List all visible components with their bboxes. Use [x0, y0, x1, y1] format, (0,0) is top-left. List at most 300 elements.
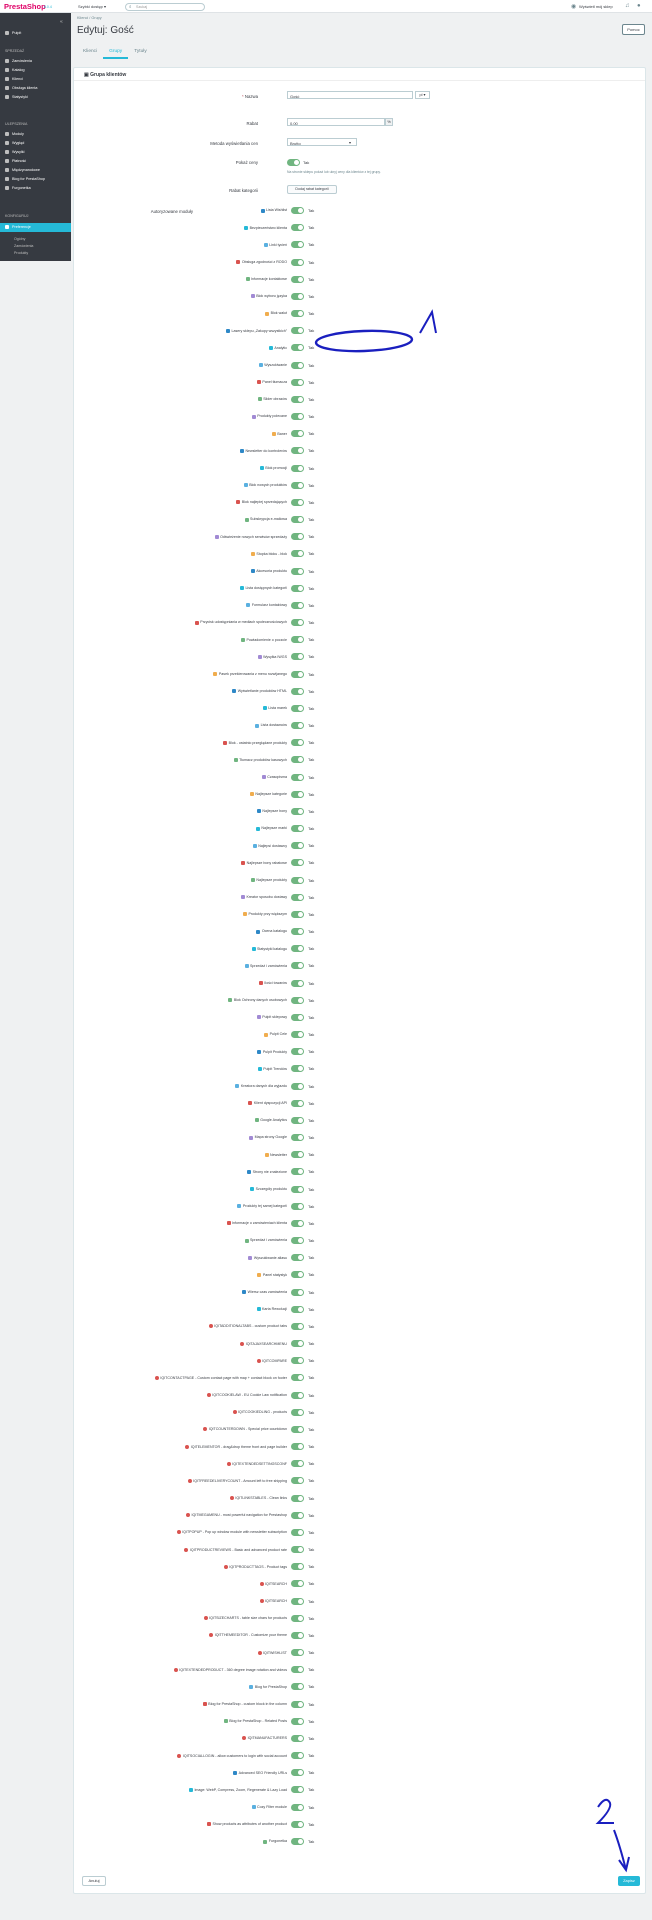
module-name — [137, 1323, 287, 1330]
module-icon — [250, 792, 254, 796]
module-toggle[interactable] — [291, 1752, 304, 1759]
customers-icon — [5, 77, 9, 81]
module-icon — [228, 998, 232, 1002]
module-label: Show products as attributes of another product — [212, 1822, 287, 1827]
module-name — [137, 1117, 287, 1124]
module-toggle[interactable] — [291, 928, 304, 935]
tab-titles[interactable]: Tytuły — [134, 49, 147, 54]
module-label: Linki tycień — [269, 242, 287, 247]
sidebar-section-configure: KONFIGURUJ — [5, 214, 29, 218]
module-label: Blok promocji — [265, 465, 287, 470]
module-name — [137, 293, 287, 300]
module-toggle[interactable] — [291, 1632, 304, 1639]
module-toggle[interactable] — [291, 945, 304, 952]
module-toggle[interactable] — [291, 774, 304, 781]
module-toggle[interactable] — [291, 1014, 304, 1021]
module-name — [137, 1168, 287, 1175]
authorized-modules-label: Autoryzowane moduły — [150, 209, 193, 214]
sidebar-item-stats[interactable]: Statystyki — [5, 95, 67, 99]
module-toggle[interactable] — [291, 379, 304, 386]
module-label: Baner — [277, 431, 287, 436]
module-label: Wiersz czas zamówienia — [247, 1290, 287, 1294]
module-toggle[interactable] — [291, 396, 304, 403]
module-toggle[interactable] — [291, 1083, 304, 1090]
module-label: Cozy Filter module — [257, 1805, 287, 1810]
module-toggle[interactable] — [291, 911, 304, 918]
module-toggle[interactable] — [291, 1048, 304, 1055]
module-label: Furgonetka — [268, 1839, 287, 1844]
module-name — [137, 276, 287, 283]
module-toggle[interactable] — [291, 1701, 304, 1708]
prestashop-logo[interactable]: PrestaShop — [4, 2, 46, 11]
module-toggle-label: Tak — [308, 1014, 315, 1020]
module-icon — [223, 741, 227, 745]
module-toggle[interactable] — [291, 894, 304, 901]
module-name — [137, 1804, 287, 1811]
module-toggle[interactable] — [291, 1804, 304, 1811]
module-toggle-label: Tak — [308, 740, 315, 746]
module-icon — [207, 1822, 211, 1826]
module-icon — [258, 655, 262, 659]
module-toggle[interactable] — [291, 585, 304, 592]
module-toggle-label: Tak — [308, 1753, 315, 1759]
module-toggle-label: Tak — [308, 1135, 315, 1141]
module-toggle-label: Tak — [308, 1787, 315, 1793]
module-row — [137, 1666, 361, 1678]
module-toggle[interactable] — [291, 413, 304, 420]
module-toggle[interactable] — [291, 516, 304, 523]
module-row — [137, 1426, 361, 1438]
module-toggle[interactable] — [291, 1340, 304, 1347]
module-row — [137, 1512, 361, 1524]
module-name — [137, 1546, 287, 1553]
module-row — [137, 1323, 361, 1335]
module-icon — [272, 432, 276, 436]
module-row — [137, 619, 361, 631]
module-toggle[interactable] — [291, 1254, 304, 1261]
module-name — [137, 1838, 287, 1845]
module-toggle[interactable] — [291, 602, 304, 609]
module-toggle-label: Tak — [308, 379, 315, 385]
module-icon — [255, 1118, 259, 1122]
module-icon — [226, 329, 230, 333]
module-toggle[interactable] — [291, 1031, 304, 1038]
module-toggle[interactable] — [291, 241, 304, 248]
module-label: Mapa strony Google — [254, 1135, 287, 1140]
module-toggle[interactable] — [291, 825, 304, 832]
dashboard-icon — [5, 31, 9, 35]
module-toggle-label: Tak — [308, 1169, 315, 1175]
card-icon — [5, 159, 9, 163]
show-prices-toggle[interactable] — [287, 159, 300, 166]
module-toggle-label: Tak — [308, 946, 315, 952]
module-label: IQITEXTENDEDSETTINGSCONF — [232, 1461, 287, 1466]
sidebar-sub-products[interactable]: Produkty — [14, 251, 29, 255]
module-toggle[interactable] — [291, 1426, 304, 1433]
module-toggle[interactable] — [291, 671, 304, 678]
module-toggle[interactable] — [291, 1409, 304, 1416]
module-icon — [242, 1290, 246, 1294]
top-bar — [0, 0, 652, 13]
module-toggle[interactable] — [291, 1580, 304, 1587]
module-icon — [227, 1221, 231, 1225]
module-name — [137, 1666, 287, 1673]
module-toggle[interactable] — [291, 293, 304, 300]
module-name — [137, 241, 287, 248]
stats-icon — [5, 95, 9, 99]
cancel-button[interactable]: Anuluj — [82, 1876, 106, 1886]
module-toggle[interactable] — [291, 1374, 304, 1381]
module-icon — [241, 638, 245, 642]
module-toggle[interactable] — [291, 1289, 304, 1296]
module-toggle[interactable] — [291, 327, 304, 334]
module-name — [137, 430, 287, 437]
module-row — [137, 911, 361, 923]
module-toggle[interactable] — [291, 207, 304, 214]
module-toggle[interactable] — [291, 1649, 304, 1656]
module-label: Blok - ostatnio przeglądane produkty — [228, 740, 287, 745]
panel-heading: ▣ Grupa klientów — [74, 68, 645, 81]
module-toggle[interactable] — [291, 1683, 304, 1690]
module-toggle[interactable] — [291, 1512, 304, 1519]
module-toggle-label: Tak — [308, 276, 315, 282]
module-toggle[interactable] — [291, 1134, 304, 1141]
save-button[interactable]: Zapisz — [618, 1876, 640, 1886]
module-toggle-label: Tak — [308, 448, 315, 454]
module-toggle[interactable] — [291, 276, 304, 283]
module-toggle[interactable] — [291, 1615, 304, 1622]
chat-icon — [5, 86, 9, 90]
module-toggle[interactable] — [291, 1718, 304, 1725]
module-toggle[interactable] — [291, 447, 304, 454]
module-row — [137, 791, 361, 803]
module-row — [137, 293, 361, 305]
module-toggle[interactable] — [291, 224, 304, 231]
module-toggle[interactable] — [291, 1495, 304, 1502]
module-toggle[interactable] — [291, 859, 304, 866]
module-name — [137, 1340, 287, 1347]
module-toggle[interactable] — [291, 1563, 304, 1570]
module-row — [137, 1065, 361, 1077]
module-toggle[interactable] — [291, 499, 304, 506]
module-row — [137, 636, 361, 648]
module-toggle-label: Tak — [308, 568, 315, 574]
module-name — [137, 1392, 287, 1399]
module-icon — [249, 1685, 253, 1689]
module-label: Slider obrazów — [263, 397, 287, 402]
module-icon — [265, 1153, 269, 1157]
module-row — [137, 1357, 361, 1369]
module-row — [137, 1615, 361, 1627]
module-icon — [265, 312, 269, 316]
module-icon — [195, 621, 199, 625]
collapse-sidebar-icon[interactable]: « — [60, 19, 63, 25]
module-toggle[interactable] — [291, 1323, 304, 1330]
module-toggle-label: Tak — [308, 774, 315, 780]
module-label: IQITSIZECHARTS - table size chars for products — [209, 1616, 287, 1621]
module-label: Informacje o zamówieniach klienta — [232, 1221, 287, 1226]
module-toggle[interactable] — [291, 1203, 304, 1210]
module-toggle[interactable] — [291, 1392, 304, 1399]
module-toggle-label: Tak — [308, 242, 315, 248]
view-shop-link[interactable]: Wyświetl mój sklep — [579, 4, 613, 9]
sidebar-item-shipping[interactable]: Wysyłki — [5, 150, 67, 154]
module-icon — [260, 1582, 264, 1586]
sidebar-sub-orders[interactable]: Zamówienia — [14, 244, 34, 248]
module-name — [137, 1254, 287, 1261]
module-row — [137, 877, 361, 889]
module-toggle-label: Tak — [308, 293, 315, 299]
sidebar-item-customer-service[interactable]: Obsługa klienta — [5, 86, 67, 90]
module-toggle[interactable] — [291, 1357, 304, 1364]
module-toggle-label: Tak — [308, 1049, 315, 1055]
module-toggle[interactable] — [291, 1786, 304, 1793]
module-name — [137, 722, 287, 729]
module-label: Karta Rewolucji — [262, 1307, 287, 1312]
module-label: Newsletter — [270, 1152, 287, 1157]
group-icon: ▣ — [84, 72, 91, 78]
module-toggle[interactable] — [291, 1735, 304, 1742]
module-icon — [245, 1239, 249, 1243]
module-icon — [240, 449, 244, 453]
module-toggle[interactable] — [291, 997, 304, 1004]
module-icon — [250, 1187, 254, 1191]
module-toggle[interactable] — [291, 568, 304, 575]
sidebar-item-catalog[interactable]: Katalog — [5, 68, 67, 72]
tab-groups[interactable]: Grupy — [103, 47, 128, 59]
module-icon — [240, 1342, 244, 1346]
show-prices-help: Na stronie sklepu pokaż lub ukryj ceny dla klientów z tej grupy. — [287, 170, 381, 174]
module-toggle[interactable] — [291, 1168, 304, 1175]
puzzle-icon — [5, 132, 9, 136]
module-icon — [257, 1050, 261, 1054]
module-toggle[interactable] — [291, 1237, 304, 1244]
module-icon — [258, 397, 262, 401]
module-row — [137, 1203, 361, 1215]
module-icon — [236, 500, 240, 504]
module-row — [137, 688, 361, 700]
module-name — [137, 1237, 287, 1244]
name-label: * Nazwa — [241, 94, 258, 99]
sidebar-item-modules[interactable]: Moduły — [5, 132, 67, 136]
module-name — [137, 516, 287, 523]
add-category-discount-button[interactable]: Dodaj rabat kategorii — [287, 185, 337, 194]
module-toggle[interactable] — [291, 550, 304, 557]
sidebar-item-dashboard[interactable]: Pulpit — [5, 31, 67, 35]
discount-field[interactable]: 0.00 — [287, 118, 385, 126]
module-name — [137, 1495, 287, 1502]
module-name — [137, 362, 287, 369]
module-toggle-label: Tak — [308, 1701, 315, 1707]
module-toggle-label: Tak — [308, 585, 315, 591]
module-row — [137, 1529, 361, 1541]
module-toggle[interactable] — [291, 756, 304, 763]
module-toggle[interactable] — [291, 1666, 304, 1673]
module-row — [137, 1838, 361, 1850]
module-toggle[interactable] — [291, 705, 304, 712]
module-toggle-label: Tak — [308, 1770, 315, 1776]
module-label: Produkty przy większym — [248, 912, 287, 917]
module-toggle[interactable] — [291, 1306, 304, 1313]
module-toggle[interactable] — [291, 310, 304, 317]
module-toggle[interactable] — [291, 1151, 304, 1158]
search-input[interactable] — [125, 3, 205, 11]
module-label: Powiadomienie o poczcie — [246, 637, 287, 642]
sidebar-item-design[interactable]: Wygląd — [5, 141, 67, 145]
module-name — [137, 859, 287, 866]
module-row — [137, 739, 361, 751]
module-row — [137, 962, 361, 974]
module-toggle[interactable] — [291, 962, 304, 969]
module-name — [137, 1357, 287, 1364]
module-toggle[interactable] — [291, 842, 304, 849]
module-name — [137, 1186, 287, 1193]
module-toggle[interactable] — [291, 636, 304, 643]
discount-label: Rabat — [246, 121, 258, 126]
bell-icon[interactable]: ♫ — [625, 2, 630, 9]
module-toggle-label: Tak — [308, 311, 315, 316]
module-toggle-label: Tak — [308, 1839, 315, 1844]
module-label: Blok Ochrony danych osobowych — [233, 998, 287, 1003]
sidebar-item-customers[interactable]: Klienci — [5, 77, 67, 81]
module-label: Obsługa zgodności z RODO — [241, 259, 287, 264]
module-row — [137, 1477, 361, 1489]
module-icon — [246, 603, 250, 607]
module-toggle[interactable] — [291, 1821, 304, 1828]
module-toggle[interactable] — [291, 980, 304, 987]
module-label: Wyszukiwanie aliasu — [253, 1255, 287, 1260]
module-name — [137, 774, 287, 781]
module-row — [137, 241, 361, 253]
module-toggle[interactable] — [291, 1769, 304, 1776]
module-toggle[interactable] — [291, 430, 304, 437]
module-toggle[interactable] — [291, 722, 304, 729]
module-toggle-label: Tak — [308, 757, 315, 763]
sidebar-item-preferences[interactable]: Preferencje — [5, 225, 67, 229]
sidebar-item-blog[interactable]: Blog for PrestaShop — [5, 177, 67, 181]
search-icon: ⌕ — [129, 4, 132, 9]
module-label: Przycisk udostępniania w mediach społecznościowych — [200, 620, 287, 625]
module-label: Wyszukiwanie — [264, 362, 287, 367]
module-row — [137, 945, 361, 957]
module-toggle[interactable] — [291, 1220, 304, 1227]
language-dropdown[interactable]: pl ▾ — [415, 91, 430, 99]
module-row — [137, 1769, 361, 1781]
module-name — [137, 1426, 287, 1433]
module-name — [137, 585, 287, 592]
module-name — [137, 1752, 287, 1759]
sidebar-item-furgonetka[interactable]: Furgonetka — [5, 186, 67, 190]
module-row — [137, 1821, 361, 1833]
module-toggle[interactable] — [291, 1477, 304, 1484]
module-icon — [264, 1033, 268, 1037]
sidebar-item-payment[interactable]: Płatność — [5, 159, 67, 163]
module-toggle[interactable] — [291, 1838, 304, 1845]
sidebar-item-international[interactable]: Międzynarodowe — [5, 168, 67, 172]
module-label: Czasopisma — [267, 774, 287, 779]
module-name — [137, 1271, 287, 1278]
name-field[interactable]: Gość — [287, 91, 413, 99]
module-toggle-label: Tak — [308, 791, 315, 797]
module-row — [137, 980, 361, 992]
module-label: IQITSEARCH — [265, 1581, 287, 1586]
module-toggle[interactable] — [291, 259, 304, 266]
module-icon — [234, 758, 238, 762]
module-name — [137, 1014, 287, 1021]
module-toggle[interactable] — [291, 1460, 304, 1467]
user-icon[interactable]: ● — [637, 2, 641, 9]
module-name — [137, 980, 287, 987]
module-toggle[interactable] — [291, 1100, 304, 1107]
module-row — [137, 1083, 361, 1095]
breadcrumb[interactable]: Klienci / Grupy — [77, 16, 102, 20]
module-toggle[interactable] — [291, 653, 304, 660]
module-name — [137, 1031, 287, 1038]
module-toggle[interactable] — [291, 877, 304, 884]
module-toggle-label: Tak — [308, 997, 315, 1003]
module-toggle[interactable] — [291, 362, 304, 369]
sidebar-item-orders[interactable]: Zamówienia — [5, 59, 67, 63]
module-toggle[interactable] — [291, 739, 304, 746]
module-row — [137, 1220, 361, 1232]
module-toggle[interactable] — [291, 1065, 304, 1072]
module-toggle[interactable] — [291, 1443, 304, 1450]
percent-addon: % — [385, 118, 393, 126]
module-toggle[interactable] — [291, 344, 304, 351]
module-label: Wysyłka IWGS — [263, 654, 287, 659]
module-toggle[interactable] — [291, 808, 304, 815]
module-toggle[interactable] — [291, 1529, 304, 1536]
price-display-select[interactable]: Brutto — [287, 138, 357, 146]
module-toggle[interactable] — [291, 1271, 304, 1278]
module-label: Kreator sposobu dostawy — [246, 895, 287, 900]
module-row — [137, 327, 361, 339]
module-label: IQITELEMENTOR - drag&drop theme front and page builder — [190, 1444, 287, 1449]
module-toggle[interactable] — [291, 791, 304, 798]
module-row — [137, 842, 361, 854]
module-toggle-label: Tak — [308, 208, 315, 213]
sidebar-sub-general[interactable]: Ogólny — [14, 237, 26, 241]
module-label: Akcesoria produktu — [256, 568, 287, 573]
module-toggle[interactable] — [291, 465, 304, 472]
tab-customers[interactable]: Klienci — [83, 49, 98, 54]
module-toggle[interactable] — [291, 1598, 304, 1605]
gear-icon — [5, 225, 9, 229]
help-button[interactable]: Pomoc — [622, 24, 645, 35]
module-label: Odświeżenie nowych serwisów sprzedaży — [220, 534, 287, 539]
module-toggle[interactable] — [291, 533, 304, 540]
quick-access-dropdown[interactable]: Szybki dostęp ▾ — [78, 4, 107, 9]
module-label: IQITMANUFACTURERS — [247, 1736, 287, 1741]
module-toggle[interactable] — [291, 1117, 304, 1124]
module-toggle-label: Tak — [308, 1341, 315, 1347]
module-toggle[interactable] — [291, 1546, 304, 1553]
module-toggle[interactable] — [291, 688, 304, 695]
module-label: Ilości towarów — [264, 980, 287, 985]
module-toggle[interactable] — [291, 619, 304, 626]
module-toggle[interactable] — [291, 482, 304, 489]
module-label: Szczegóły produktu — [255, 1186, 287, 1191]
module-toggle[interactable] — [291, 1186, 304, 1193]
module-row — [137, 1289, 361, 1301]
module-label: IQITFREEDELIVERYCOUNT - Amount left to free shipping — [193, 1478, 287, 1483]
module-icon — [204, 1616, 208, 1620]
module-name — [137, 1769, 287, 1776]
module-toggle-label: Tak — [308, 328, 315, 334]
show-prices-value: Tak — [303, 160, 310, 165]
module-name — [137, 877, 287, 884]
module-toggle-label: Tak — [308, 1100, 315, 1106]
